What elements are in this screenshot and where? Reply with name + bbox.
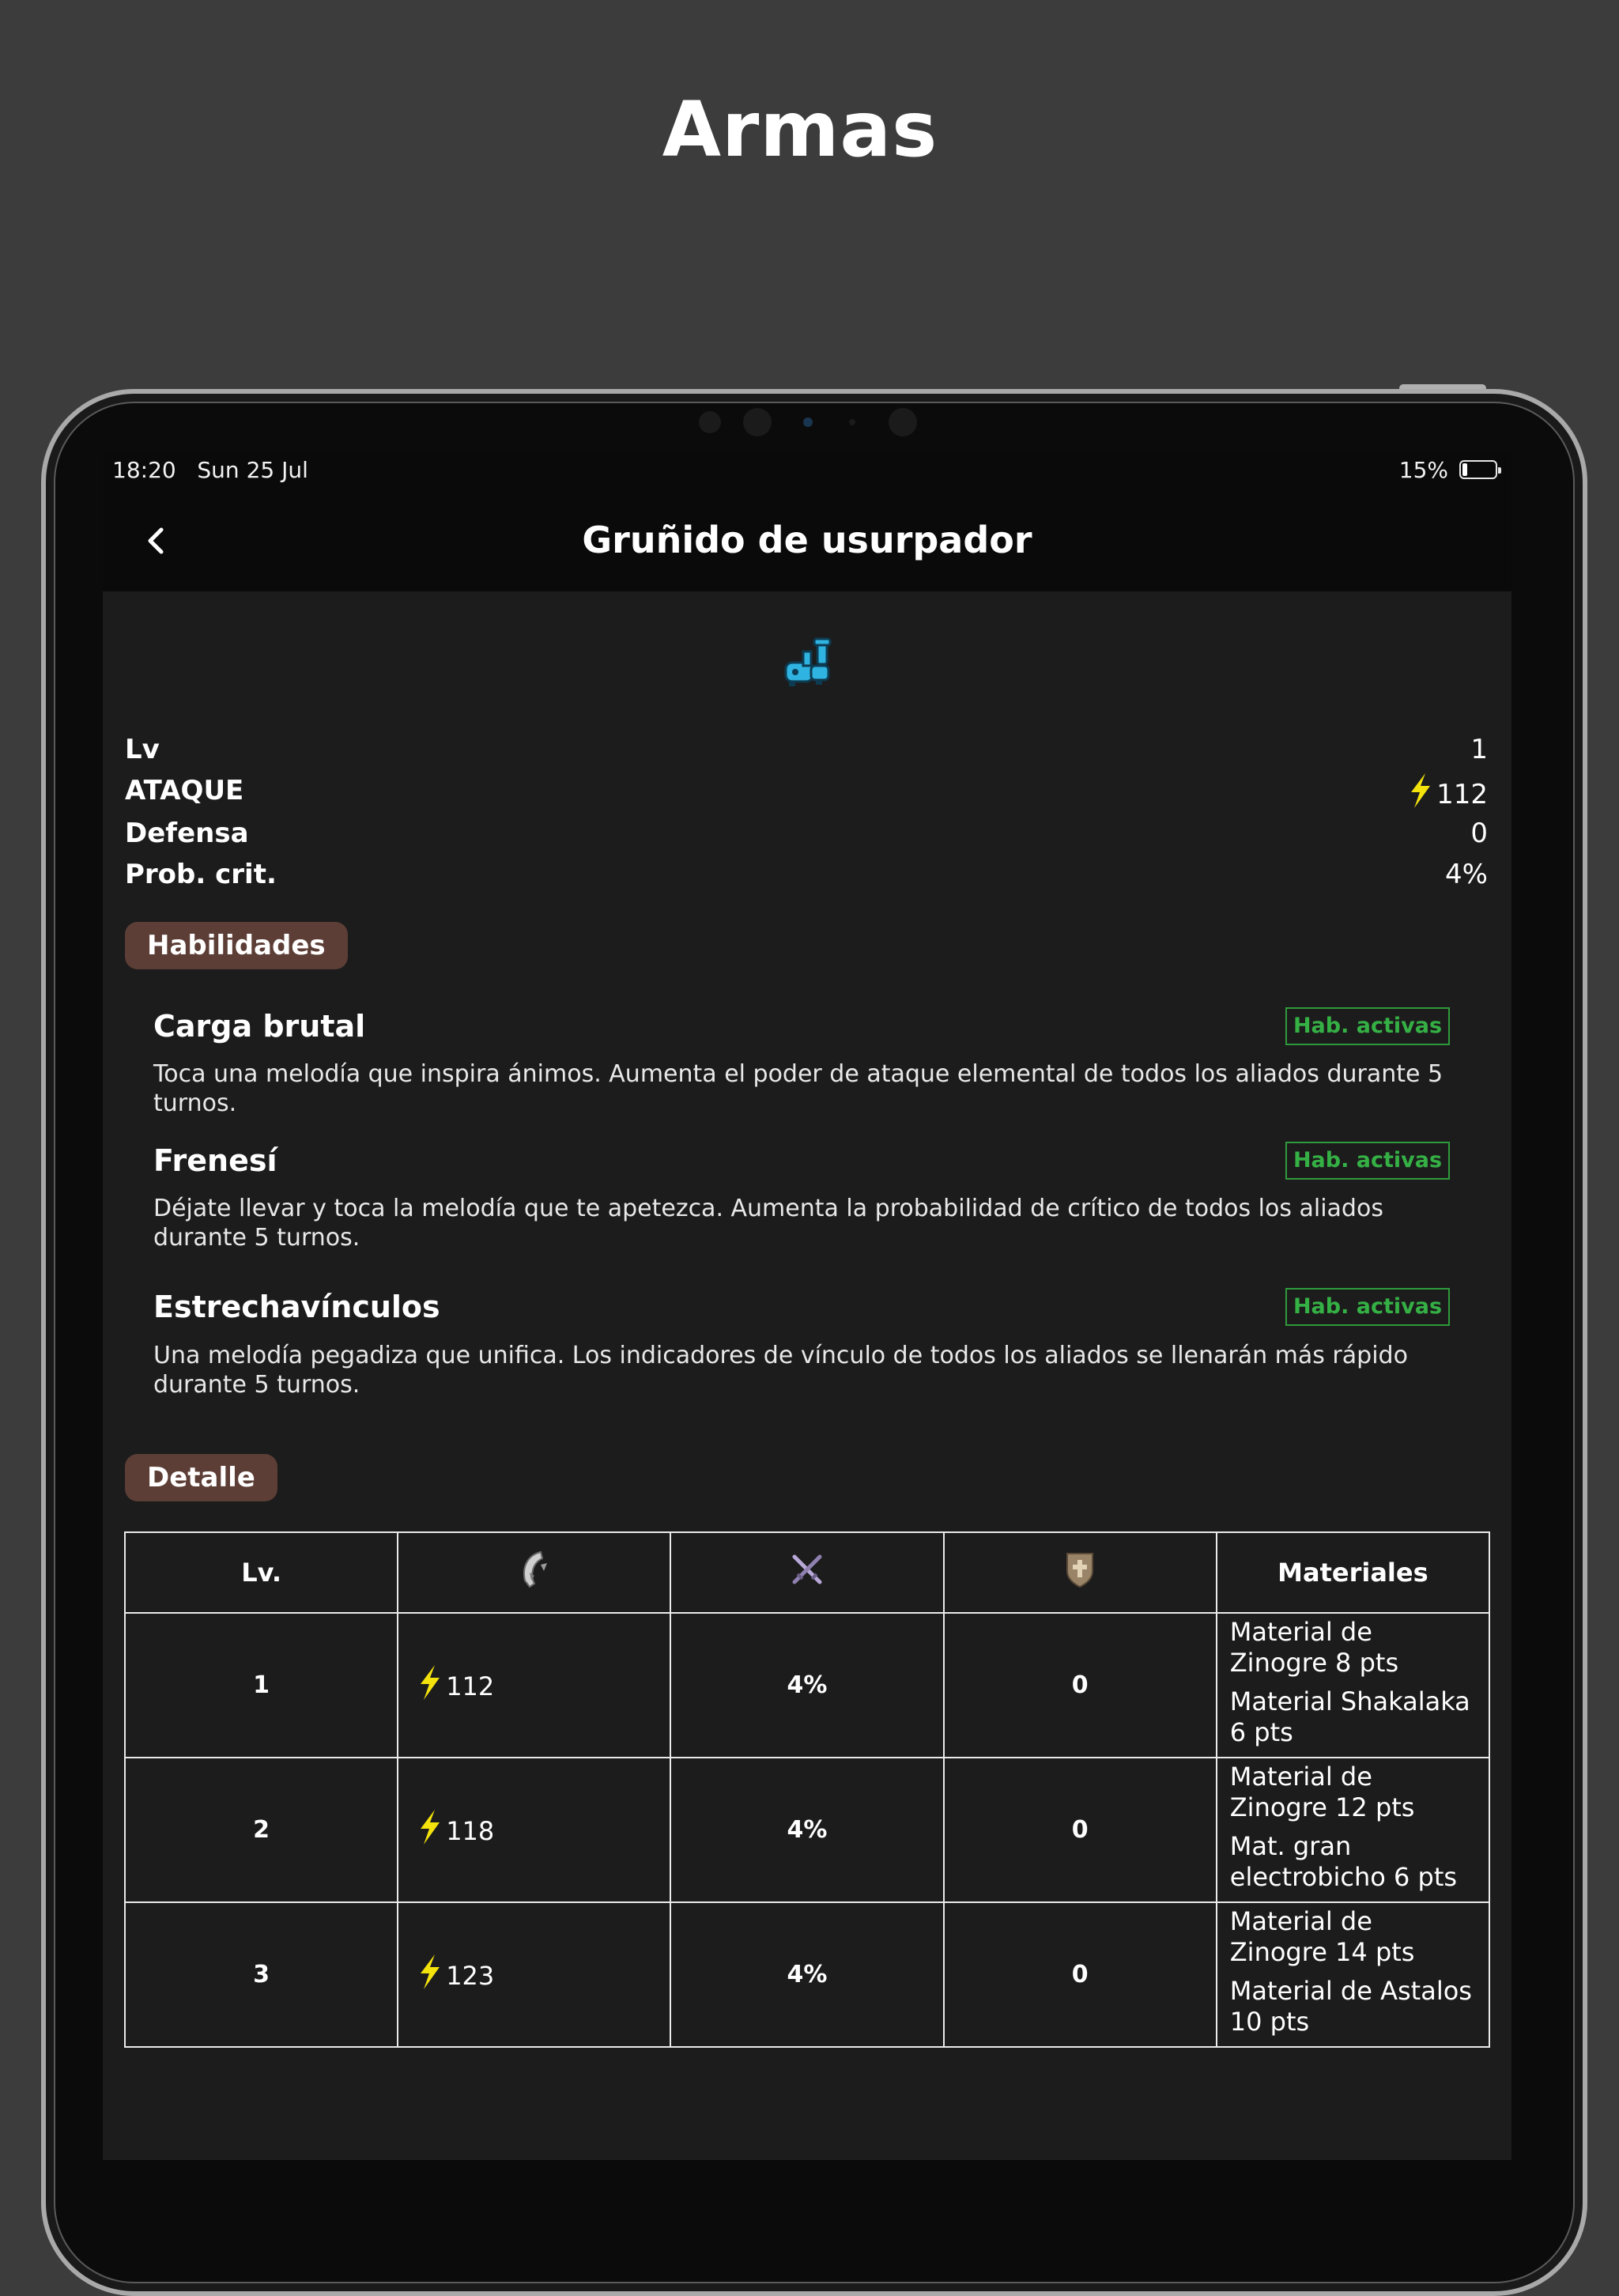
shield-icon xyxy=(1064,1550,1096,1588)
material-item: Material de Zinogre 14 pts xyxy=(1229,1906,1415,1967)
cell-crit: 4% xyxy=(670,1758,943,1902)
table-row xyxy=(125,1758,1489,1902)
cell-crit: 4% xyxy=(670,1613,943,1758)
skill-name: Carga brutal xyxy=(153,1009,366,1044)
skill-tag: Hab. activas xyxy=(1285,1007,1450,1045)
material-item: Material Shakalaka 6 pts xyxy=(1229,1686,1470,1747)
lightning-icon xyxy=(417,1810,441,1851)
cell-level: 1 xyxy=(125,1613,398,1758)
table-header-row xyxy=(125,1532,1489,1613)
cell-defense: 0 xyxy=(944,1613,1217,1758)
stat-label-crit: Prob. crit. xyxy=(125,859,277,890)
battery-percent: 15% xyxy=(1398,457,1448,483)
cell-materials xyxy=(1217,1613,1489,1758)
cell-defense: 0 xyxy=(944,1758,1217,1902)
stat-label-defense: Defensa xyxy=(125,818,249,849)
material-item: Material de Astalos 10 pts xyxy=(1229,1976,1472,2037)
lightning-icon xyxy=(417,1665,441,1706)
stat-label-level: Lv xyxy=(125,734,160,765)
material-item: Mat. gran electrobicho 6 pts xyxy=(1229,1831,1458,1892)
header-materials: Materiales xyxy=(1217,1532,1489,1613)
section-pill-detail: Detalle xyxy=(125,1454,277,1501)
section-pill-skills: Habilidades xyxy=(125,922,348,969)
status-date: Sun 25 Jul xyxy=(197,457,308,483)
skill-name: Estrechavínculos xyxy=(153,1290,440,1324)
battery-icon xyxy=(1459,460,1497,479)
cell-attack xyxy=(398,1902,670,2047)
weapon-icon xyxy=(779,631,840,691)
status-time: 18:20 xyxy=(112,457,176,483)
cell-attack xyxy=(398,1613,670,1758)
material-item: Material de Zinogre 12 pts xyxy=(1229,1762,1415,1822)
skill-description: Toca una melodía que inspira ánimos. Aumenta el poder de ataque elemental de todos los aliados durante 5 turnos. xyxy=(153,1060,1444,1117)
skill-tag: Hab. activas xyxy=(1285,1142,1450,1180)
header-attack xyxy=(398,1532,670,1613)
crossed-swords-icon xyxy=(788,1550,826,1588)
material-item: Material de Zinogre 8 pts xyxy=(1229,1617,1399,1678)
claw-icon xyxy=(517,1549,552,1590)
cell-attack-value: 123 xyxy=(446,1960,495,1991)
cell-attack-value: 118 xyxy=(446,1815,495,1846)
table-row xyxy=(125,1613,1489,1758)
header-defense xyxy=(944,1532,1217,1613)
stat-value-crit: 4% xyxy=(1445,859,1488,890)
cell-level: 2 xyxy=(125,1758,398,1902)
skill-description: Déjate llevar y toca la melodía que te apetezca. Aumenta la probabilidad de crítico de todos los aliados durante 5 turnos. xyxy=(153,1195,1383,1252)
skill-name: Frenesí xyxy=(153,1143,277,1178)
table-row xyxy=(125,1902,1489,2047)
navigation-bar xyxy=(103,490,1511,591)
cell-attack-value: 112 xyxy=(446,1671,495,1701)
header-level: Lv. xyxy=(125,1532,398,1613)
stat-label-attack: ATAQUE xyxy=(125,775,244,806)
level-detail-table xyxy=(124,1531,1490,2048)
promo-title: Armas xyxy=(662,85,938,174)
status-bar xyxy=(103,451,1511,490)
stat-value-defense: 0 xyxy=(1470,818,1488,849)
cell-materials xyxy=(1217,1758,1489,1902)
cell-materials xyxy=(1217,1902,1489,2047)
skill-tag: Hab. activas xyxy=(1285,1288,1450,1326)
header-crit xyxy=(670,1532,943,1613)
cell-level: 3 xyxy=(125,1902,398,2047)
stat-attack-wrapper xyxy=(1408,773,1488,815)
stat-value-attack: 112 xyxy=(1436,779,1488,810)
cell-attack xyxy=(398,1758,670,1902)
screen xyxy=(103,451,1511,2160)
lightning-icon xyxy=(417,1954,441,1996)
cell-crit: 4% xyxy=(670,1902,943,2047)
cell-defense: 0 xyxy=(944,1902,1217,2047)
stat-value-level: 1 xyxy=(1470,734,1488,765)
page-title: Gruñido de usurpador xyxy=(582,519,1032,561)
skill-description: Una melodía pegadiza que unifica. Los indicadores de vínculo de todos los aliados se llenarán más rápido durante 5 turnos. xyxy=(153,1342,1408,1399)
lightning-icon xyxy=(1408,773,1432,815)
